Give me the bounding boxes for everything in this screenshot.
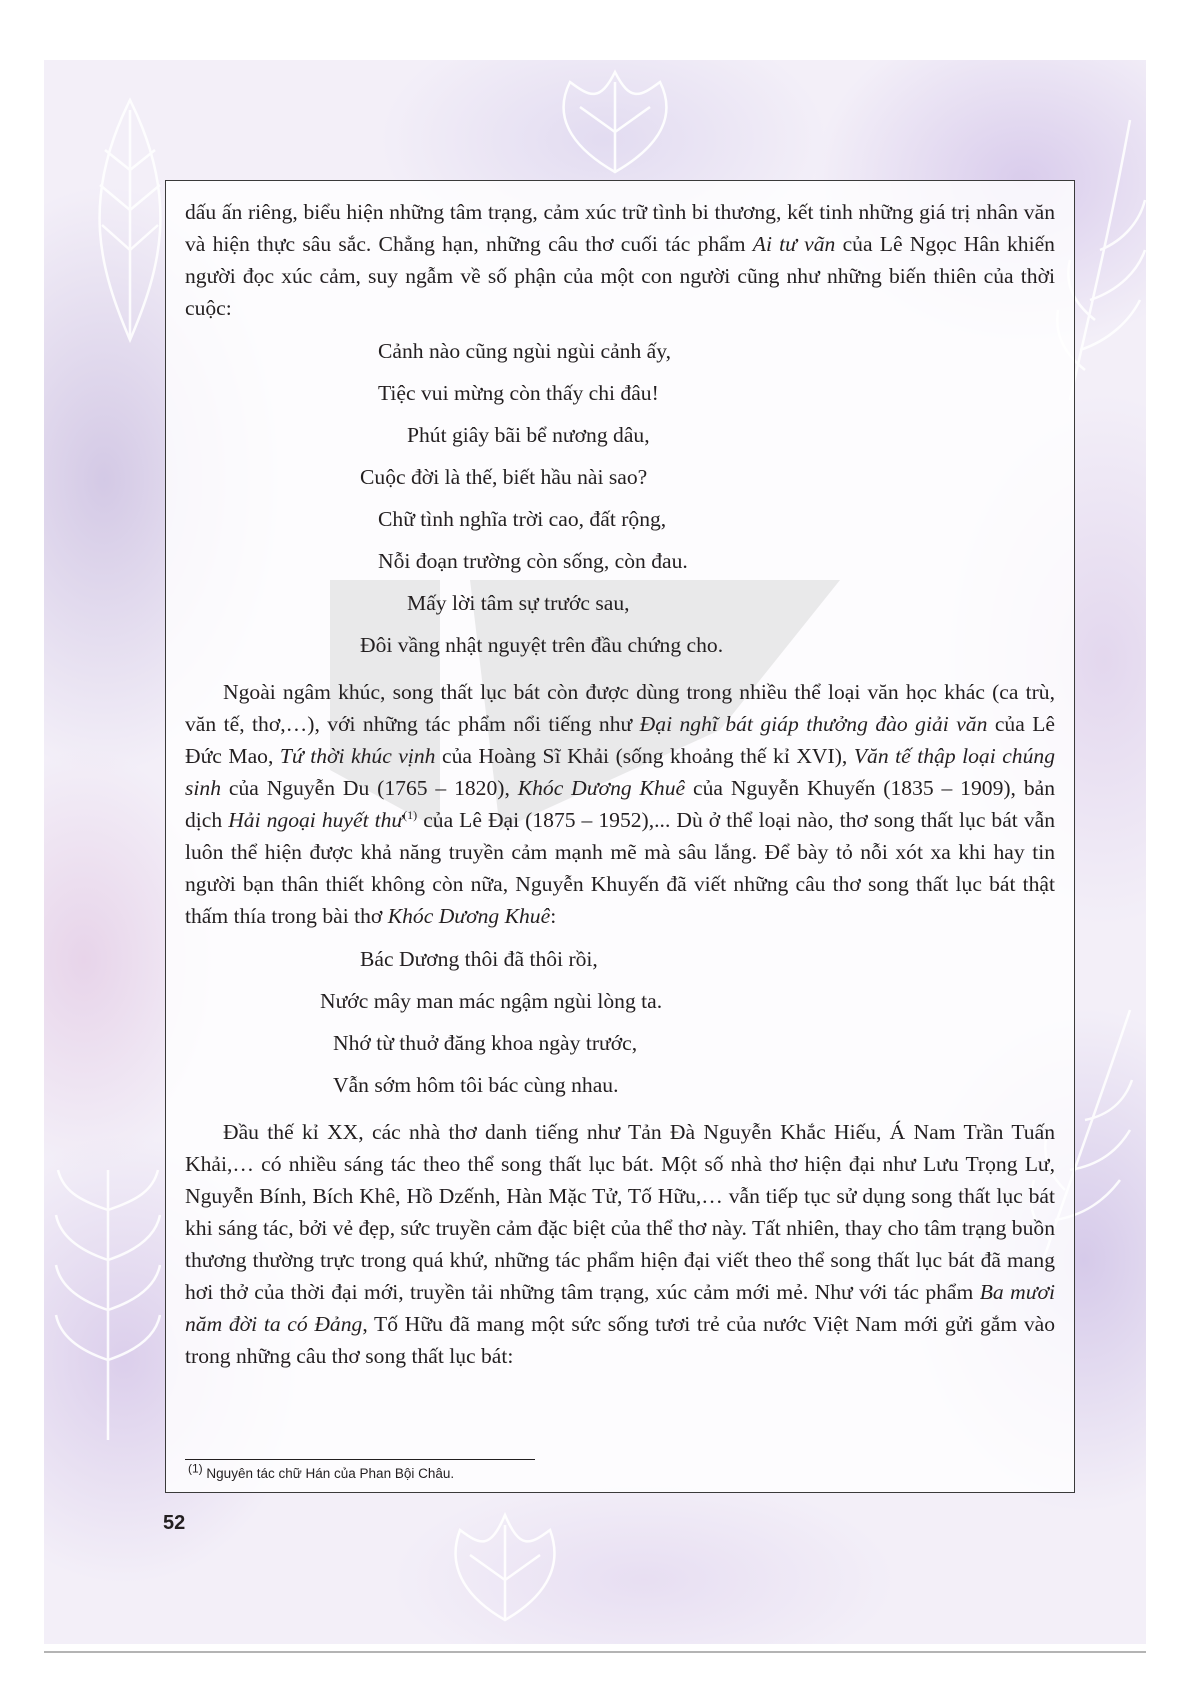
poem-line: Chữ tình nghĩa trời cao, đất rộng,	[378, 507, 667, 531]
work-title: Tứ thời khúc vịnh	[279, 744, 436, 768]
footnote-divider	[185, 1459, 535, 1460]
poem-ai-tu-van	[185, 330, 1055, 666]
leaf-decoration-top-center	[540, 62, 690, 182]
work-title-ai-tu-van: Ai tư vãn	[752, 232, 836, 256]
work-title: Ba mươi năm đời ta có Đảng	[185, 1280, 1055, 1336]
poem-line: Cuộc đời là thế, biết hầu nài sao?	[360, 465, 648, 489]
paragraph-3-text: , Tố Hữu đã mang một sức sống tươi trẻ của nước Việt Nam mới gửi gắm vào trong những câu thơ song thất lục bát:	[185, 1312, 1056, 1368]
paragraph-1-text: dấu ấn riêng, biểu hiện những tâm trạng, cảm xúc trữ tình bi thương, kết tinh những giá trị nhân văn và hiện thực sâu sắc. Chẳng hạn, những câu thơ cuối tác phẩm	[185, 200, 1055, 256]
page-number: 52	[163, 1512, 186, 1534]
paragraph-3	[185, 1116, 1055, 1372]
work-title: Khóc Dương Khuê	[387, 904, 551, 928]
footnote-mark: (1)	[188, 1461, 203, 1476]
poem-khoc-duong-khue	[185, 938, 1055, 1106]
paragraph-1-text-end: của Lê Ngọc Hân khiến người đọc xúc cảm, suy ngẫm về số phận của một con người cũng như những biến thiên của thời cuộc:	[185, 232, 1055, 320]
paragraph-2-text: của Hoàng Sĩ Khải (sống khoảng thế kỉ XVI),	[435, 744, 854, 768]
footnote-marker[interactable]: (1)	[403, 807, 418, 822]
work-title: Hải ngoại huyết thư	[228, 808, 404, 832]
paragraph-1	[185, 196, 1055, 324]
paragraph-2-text: :	[550, 904, 557, 928]
paragraph-2	[185, 676, 1055, 932]
paragraph-3-text: Đầu thế kỉ XX, các nhà thơ danh tiếng như Tản Đà Nguyễn Khắc Hiếu, Á Nam Trần Tuấn Khải,… có nhiều sáng tác theo thể song thất lục bát. Một số nhà thơ hiện đại như Lưu Trọng Lư, Nguyễn Bính, Bích Khê, Hồ Dzếnh, Hàn Mặc Tử, Tố Hữu,… vẫn tiếp tục sử dụng song thất lục bát khi sáng tác, bởi vẻ đẹp, sức truyền cảm đặc biệt của thể thơ này. Tất nhiên, thay cho tâm trạng buồn thương thường trực trong quá khứ, những tác phẩm hiện đại viết theo thể song thất lục bát đã mang hơi thở của thời đại mới, truyền tải những tâm trạng, xúc cảm mới mẻ. Như với tác phẩm	[185, 1120, 1055, 1304]
leaf-decoration-left-bottom	[48, 1150, 168, 1450]
bottom-divider	[44, 1651, 1146, 1653]
paragraph-2-text: Ngoài ngâm khúc, song thất lục bát còn được dùng trong nhiều thể loại văn học khác (ca trù, văn tế, thơ,…), với những tác phẩm nổi tiếng như	[185, 680, 1055, 736]
paragraph-2-text: của Lê Đại (1875 – 1952),... Dù ở thể loại nào, thơ song thất lục bát vẫn luôn thể hiện được khả năng truyền cảm mạnh mẽ mà sâu lắng. Để bày tỏ nỗi xót xa khi hay tin người bạn thân thiết không còn nữa, Nguyễn Khuyến đã viết những câu thơ song thất lục bát thật thấm thía trong bài thơ	[185, 808, 1055, 928]
work-title: Văn tế thập loại chúng sinh	[185, 744, 1055, 800]
footnote-text: Nguyên tác chữ Hán của Phan Bội Châu.	[202, 1466, 455, 1481]
poem-line: Nhớ từ thuở đăng khoa ngày trước,	[333, 1031, 638, 1055]
poem-line: Cảnh nào cũng ngùi ngùi cảnh ấy,	[378, 339, 672, 363]
leaf-decoration-bottom-center	[430, 1500, 580, 1630]
poem-line: Nước mây man mác ngậm ngùi lòng ta.	[320, 989, 663, 1013]
poem-line: Mấy lời tâm sự trước sau,	[407, 591, 630, 615]
poem-line: Bác Dương thôi đã thôi rồi,	[360, 947, 598, 971]
main-text	[185, 196, 1055, 1372]
work-title: Đại nghĩ bát giáp thưởng đào giải văn	[639, 712, 988, 736]
poem-line: Nỗi đoạn trường còn sống, còn đau.	[378, 549, 688, 573]
paragraph-2-text: của Nguyễn Khuyến (1835 – 1909), bản dịch	[185, 776, 1056, 832]
poem-line: Đôi vầng nhật nguyệt trên đầu chứng cho.	[360, 633, 724, 657]
work-title: Khóc Dương Khuê	[517, 776, 686, 800]
paragraph-2-text: của Lê Đức Mao,	[185, 712, 1055, 768]
poem-line: Vẫn sớm hôm tôi bác cùng nhau.	[333, 1073, 619, 1097]
footnote	[188, 1461, 455, 1481]
poem-line: Phút giây bãi bể nương dâu,	[407, 423, 650, 447]
paragraph-2-text: của Nguyễn Du (1765 – 1820),	[221, 776, 518, 800]
poem-line: Tiệc vui mừng còn thấy chi đâu!	[378, 381, 659, 405]
